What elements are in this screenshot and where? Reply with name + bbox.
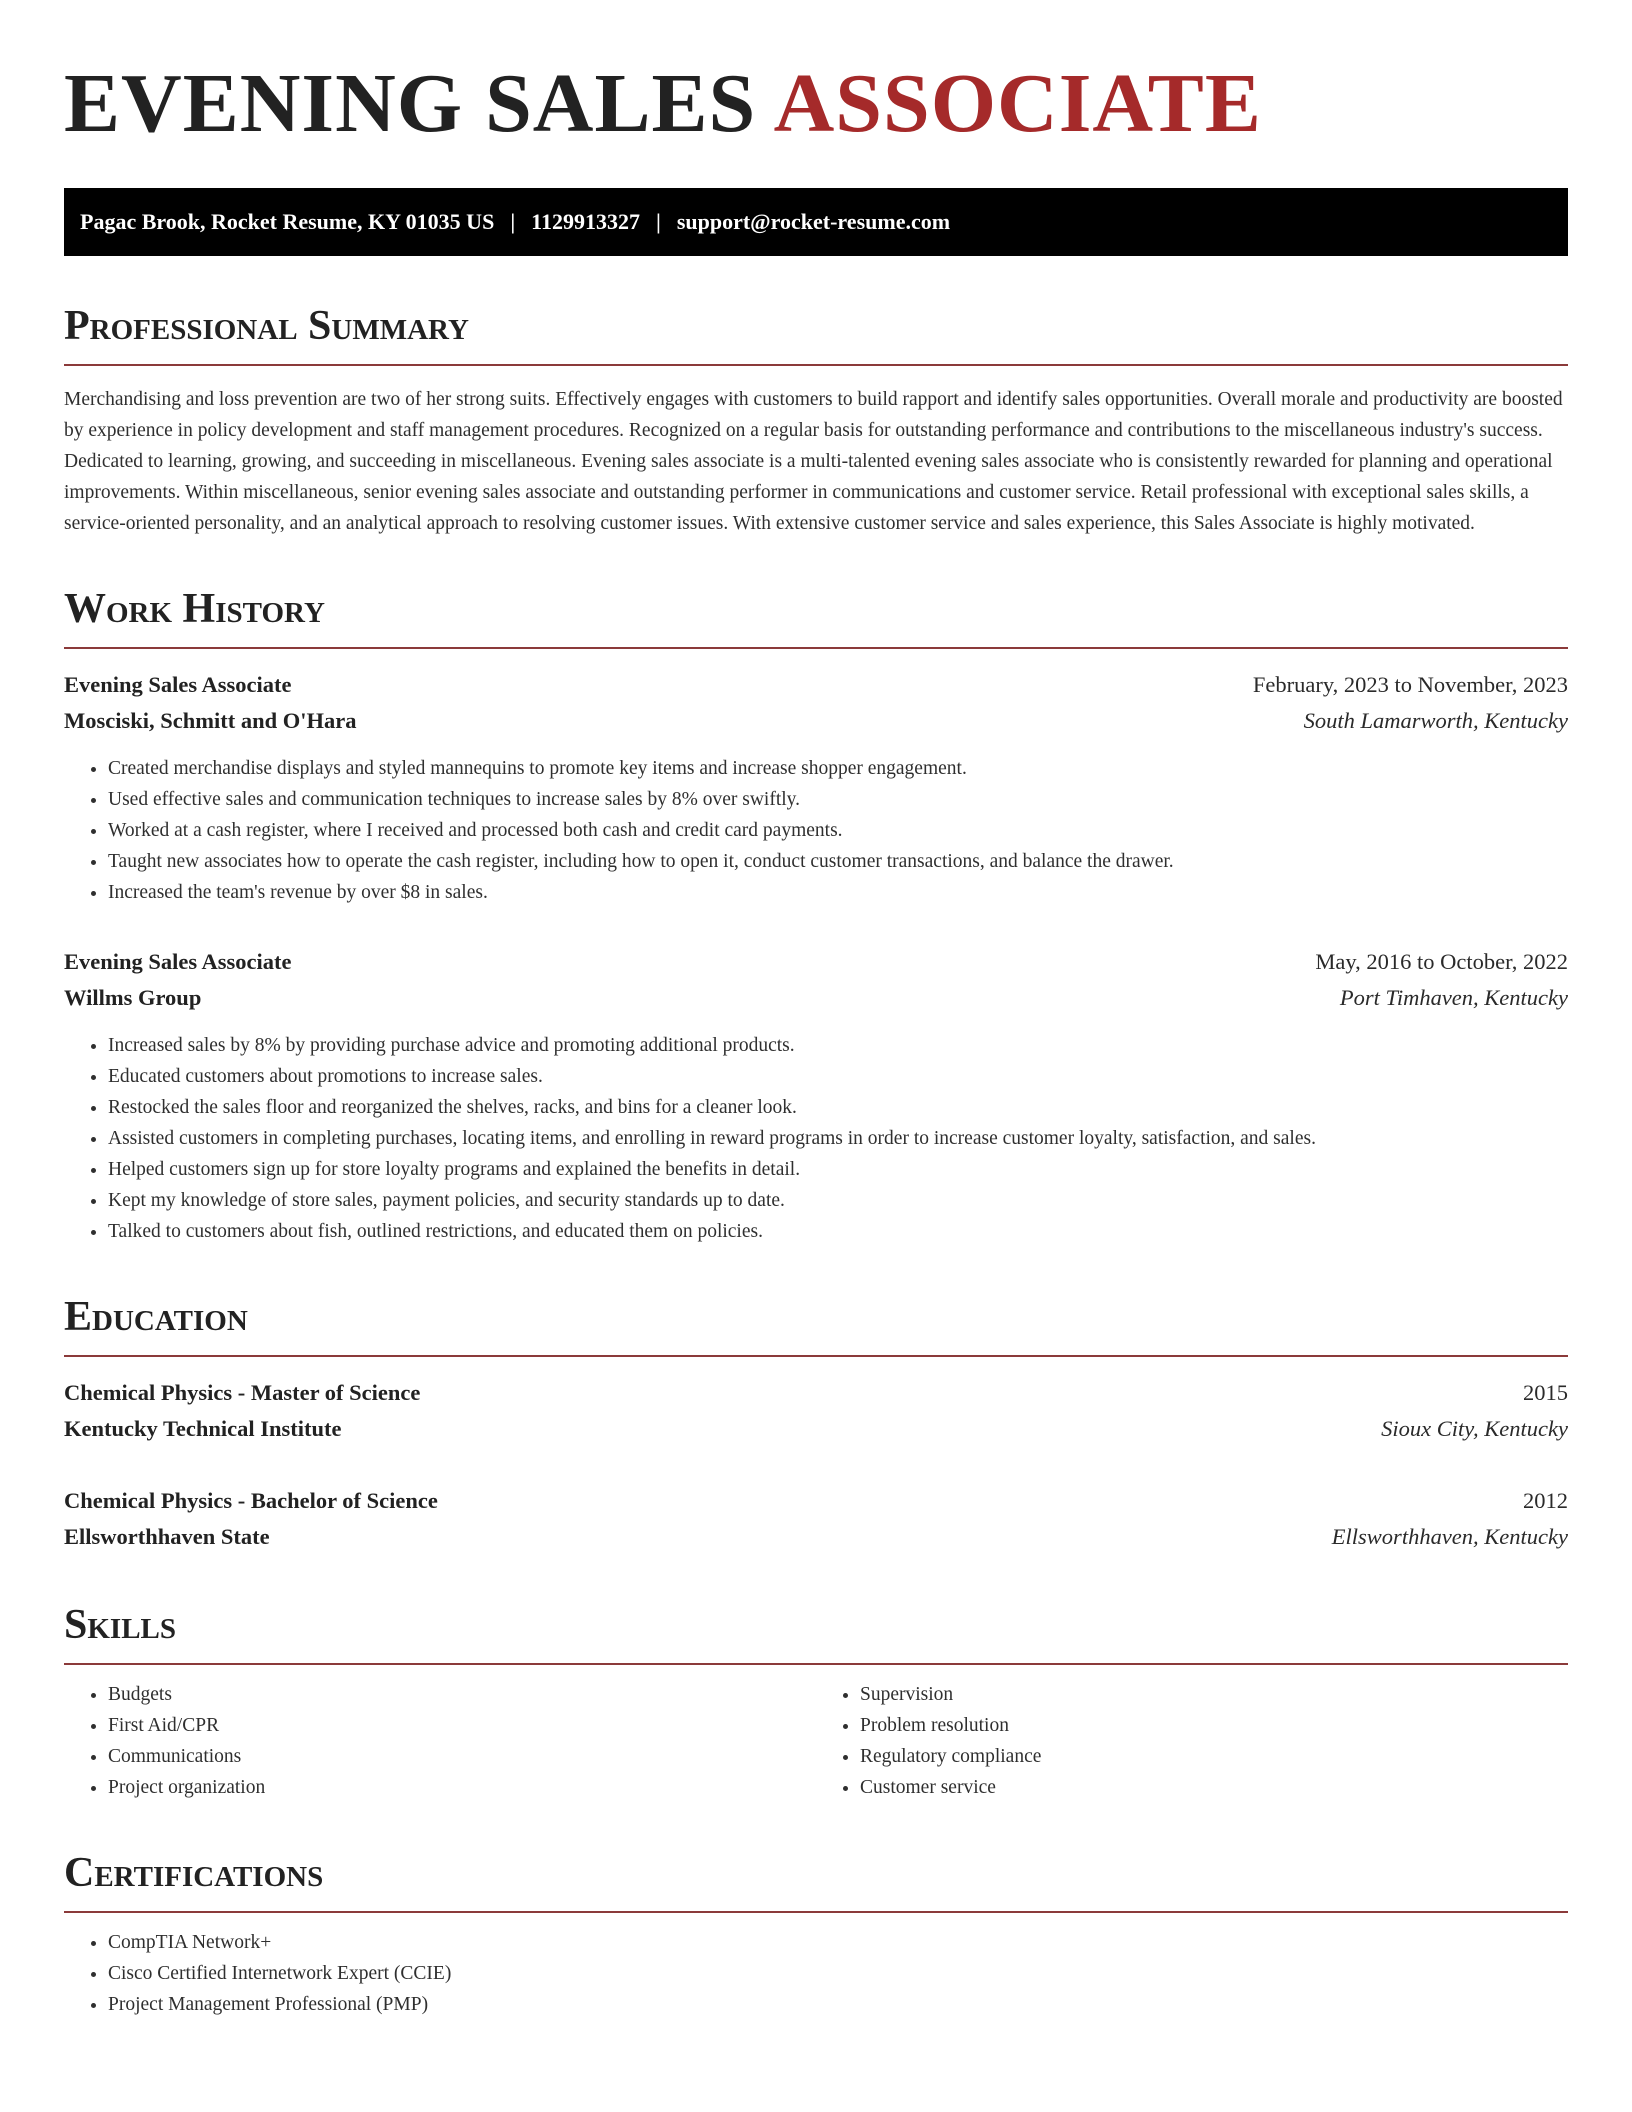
skill-item: • Regulatory compliance <box>860 1741 1568 1772</box>
job-bullets <box>64 1030 1568 1247</box>
job-company-row <box>64 980 1568 1016</box>
education-school: Kentucky Technical Institute <box>64 1416 342 1441</box>
skill-item: • Customer service <box>860 1772 1568 1803</box>
contact-bar <box>64 188 1568 256</box>
job-bullet: • Taught new associates how to operate the cash register, including how to open it, conduct customer transactions, and balance the drawer. <box>108 846 1568 877</box>
job-location: Port Timhaven, Kentucky <box>1339 985 1568 1010</box>
education-degree: Chemical Physics - Bachelor of Science <box>64 1488 438 1513</box>
job-bullet: • Educated customers about promotions to increase sales. <box>108 1061 1568 1092</box>
resume-title <box>64 56 1568 152</box>
job-bullet: • Restocked the sales floor and reorganized the shelves, racks, and bins for a cleaner look. <box>108 1092 1568 1123</box>
contact-separator: | <box>510 209 516 234</box>
job-bullets <box>64 753 1568 908</box>
education-year: 2012 <box>1523 1488 1568 1513</box>
job-role: Evening Sales Associate <box>64 672 292 697</box>
education-degree-row <box>64 1375 1568 1411</box>
job-dates: May, 2016 to October, 2022 <box>1315 949 1568 974</box>
job-bullet: • Increased the team's revenue by over $8 in sales. <box>108 877 1568 908</box>
education-year: 2015 <box>1523 1380 1568 1405</box>
skill-item: • First Aid/CPR <box>108 1710 816 1741</box>
title-main: EVENING SALES <box>64 57 757 150</box>
contact-phone: 1129913327 <box>531 209 640 234</box>
contact-separator: | <box>655 209 661 234</box>
education-degree-row <box>64 1483 1568 1519</box>
certification-item: • CompTIA Network+ <box>108 1927 1568 1958</box>
skill-item: • Budgets <box>108 1679 816 1710</box>
skills-grid <box>64 1679 1568 1803</box>
job-bullet: • Talked to customers about fish, outlined restrictions, and educated them on policies. <box>108 1216 1568 1247</box>
certification-item: • Cisco Certified Internetwork Expert (CCIE) <box>108 1958 1568 1989</box>
job-bullet: • Worked at a cash register, where I received and processed both cash and credit card payments. <box>108 815 1568 846</box>
summary-text: Merchandising and loss prevention are two of her strong suits. Effectively engages with customers to build rapport and identify sales opportunities. Overall morale and productivity are boosted by experience in policy development and staff management procedures. Recognized on a regular basis for outstanding performance and contributions to the miscellaneous industry's success. Dedicated to learning, growing, and succeeding in miscellaneous. Evening sales associate is a multi-talented evening sales associate who is consistently rewarded for planning and operational improvements. Within miscellaneous, senior evening sales associate and outstanding performer in communications and customer service. Retail professional with exceptional sales skills, a service-oriented personality, and an analytical approach to resolving customer issues. With extensive customer service and sales experience, this Sales Associate is highly motivated. <box>64 389 1563 534</box>
skills-heading: Skills <box>64 1601 1568 1665</box>
certifications-heading: Certifications <box>64 1849 1568 1913</box>
job-bullet: • Increased sales by 8% by providing purchase advice and promoting additional products. <box>108 1030 1568 1061</box>
job-bullet: • Helped customers sign up for store loyalty programs and explained the benefits in detail. <box>108 1154 1568 1185</box>
education-school-row <box>64 1519 1568 1555</box>
title-accent: ASSOCIATE <box>773 57 1262 150</box>
job-entry <box>64 667 1568 908</box>
skill-item: • Supervision <box>860 1679 1568 1710</box>
work-history-heading: Work History <box>64 585 1568 649</box>
job-bullet: • Created merchandise displays and styled mannequins to promote key items and increase shopper engagement. <box>108 753 1568 784</box>
job-company-row <box>64 703 1568 739</box>
contact-email: support@rocket-resume.com <box>676 209 951 234</box>
summary-heading: Professional Summary <box>64 302 1568 366</box>
skills-column-right <box>816 1679 1568 1803</box>
job-bullet: • Used effective sales and communication techniques to increase sales by 8% over swiftly. <box>108 784 1568 815</box>
skill-item: • Problem resolution <box>860 1710 1568 1741</box>
job-dates: February, 2023 to November, 2023 <box>1252 672 1568 697</box>
skill-item: • Communications <box>108 1741 816 1772</box>
job-entry <box>64 944 1568 1247</box>
education-school-row <box>64 1411 1568 1447</box>
skill-item: • Project organization <box>108 1772 816 1803</box>
job-company: Willms Group <box>64 985 202 1010</box>
certification-item: • Project Management Professional (PMP) <box>108 1989 1568 2020</box>
job-header-row <box>64 944 1568 980</box>
education-entry <box>64 1483 1568 1555</box>
job-bullet: • Kept my knowledge of store sales, payment policies, and security standards up to date. <box>108 1185 1568 1216</box>
certifications-list <box>64 1927 1568 2020</box>
education-degree: Chemical Physics - Master of Science <box>64 1380 421 1405</box>
job-header-row <box>64 667 1568 703</box>
job-location: South Lamarworth, Kentucky <box>1303 708 1568 733</box>
skills-column-left <box>64 1679 816 1803</box>
contact-address: Pagac Brook, Rocket Resume, KY 01035 US <box>80 209 495 234</box>
education-entry <box>64 1375 1568 1447</box>
job-role: Evening Sales Associate <box>64 949 292 974</box>
education-school: Ellsworthhaven State <box>64 1524 270 1549</box>
education-location: Sioux City, Kentucky <box>1381 1416 1568 1441</box>
job-bullet: • Assisted customers in completing purchases, locating items, and enrolling in reward programs in order to increase customer loyalty, satisfaction, and sales. <box>108 1123 1568 1154</box>
education-heading: Education <box>64 1293 1568 1357</box>
education-location: Ellsworthhaven, Kentucky <box>1331 1524 1568 1549</box>
job-company: Mosciski, Schmitt and O'Hara <box>64 708 357 733</box>
